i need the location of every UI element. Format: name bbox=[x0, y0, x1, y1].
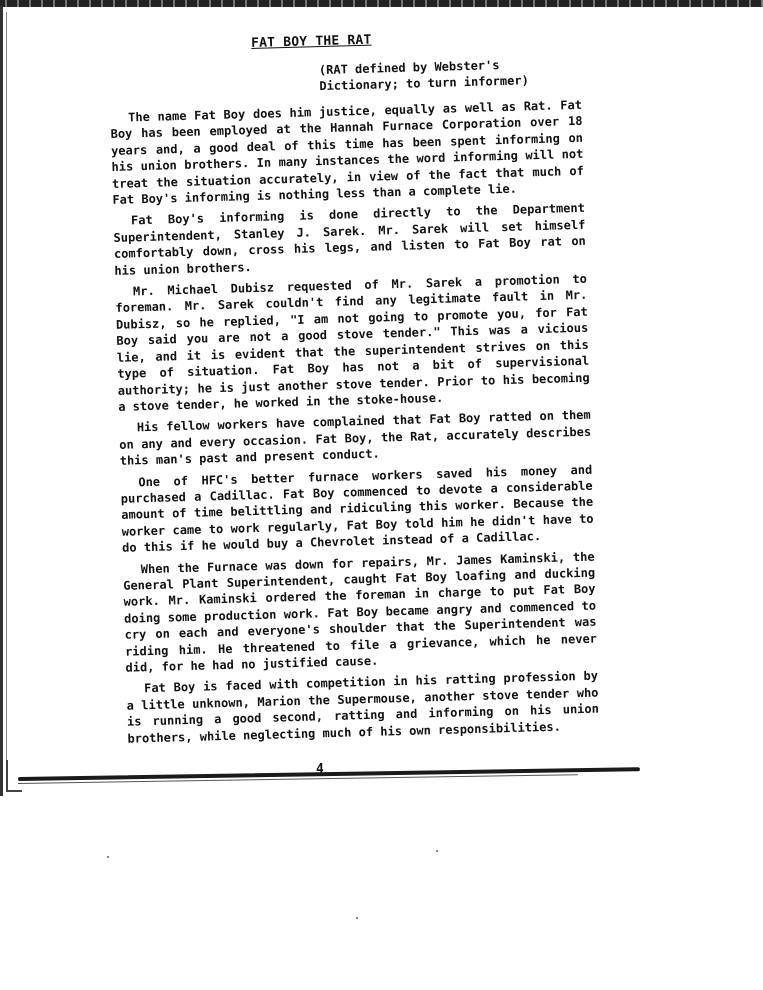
scan-left-edge bbox=[0, 6, 3, 796]
paragraph: His fellow workers have complained that Fat Boy ratted on them on any and every occasion. Fat Boy, the Rat, accurately describes this man's past and present conduct. bbox=[119, 407, 592, 468]
page-number: 4 bbox=[316, 762, 324, 777]
paragraph: Mr. Michael Dubisz requested of Mr. Sarek a promotion to foreman. Mr. Sarek couldn't find any legitimate fault in Mr. Dubisz, so he replied, "I am not going to promote you, for Fat Boy said you are not a good stove tender." This was a vicious lie, and it is evident that the superintendent strives on this type of situation. Fat Boy has not a bit of supervisional authority; he is just another stove tender. Prior to his becoming a stove tender, he worked in the stoke-house. bbox=[115, 271, 590, 414]
document-body bbox=[110, 97, 600, 747]
paragraph: Fat Boy's informing is done directly to the Department Superintendent, Stanley J. Sarek. Mr. Sarek will set himself comfortably down, cross his legs, and listen to Fat Boy rat on his union brothers. bbox=[113, 201, 586, 278]
scan-left-edge-inner bbox=[6, 12, 7, 782]
paragraph: One of HFC's better furnace workers saved his money and purchased a Cadillac. Fat Boy commenced to devote a considerable amount of time belittling and ridiculing this worker. Because the worker came to work regularly, Fat Boy told him he didn't have to do this if he would buy a Chevrolet instead of a Cadillac. bbox=[120, 462, 594, 555]
scan-top-edge bbox=[0, 0, 763, 7]
document-title: FAT BOY THE RAT bbox=[250, 32, 372, 52]
document-page bbox=[108, 27, 600, 752]
document-subtitle: (RAT defined by Webster's Dictionary; to turn informer) bbox=[318, 58, 529, 94]
paragraph: Fat Boy is faced with competition in his ratting profession by a little unknown, Marion the Supermouse, another stove tender who is running a good second, ratting and informing on his union brothers, while neglecting much of his own responsibilities. bbox=[126, 668, 600, 746]
scan-speck bbox=[436, 850, 438, 852]
scan-speck bbox=[356, 917, 358, 919]
paragraph: The name Fat Boy does him justice, equally as well as Rat. Fat Boy has been employed at the Hannah Furnace Corporation over 18 years and, a good deal of this time has been spent informing on his union brothers. In many instances the word informing will not treat the situation accurately, in view of the fact that much of Fat Boy's informing is nothing less than a complete lie. bbox=[110, 97, 585, 207]
paragraph: When the Furnace was down for repairs, Mr. James Kaminski, the General Plant Superintendent, caught Fat Boy loafing and ducking work. Mr. Kaminski ordered the foreman in charge to put Fat Boy doing some production work. Fat Boy became angry and commenced to cry on each and everyone's shoulder that the Superintendent was riding him. He threatened to file a grievance, which he never did, for he had no justified cause. bbox=[123, 549, 598, 675]
scan-speck bbox=[107, 856, 109, 858]
